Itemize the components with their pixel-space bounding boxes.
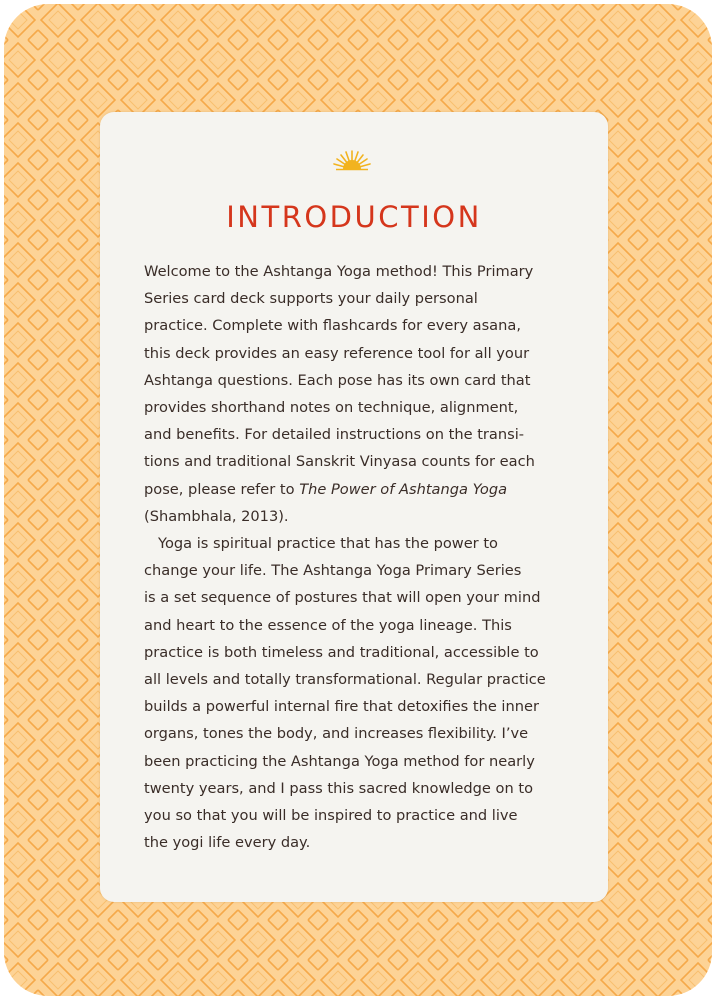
paragraph2-line: organs, tones the body, and increases flexibility. I’ve <box>144 725 529 743</box>
paragraph1-line: Welcome to the Ashtanga Yoga method! This Primary <box>144 263 534 280</box>
text-panel <box>100 112 608 902</box>
paragraph2-line: builds a powerful internal fire that detoxifies the inner <box>144 698 539 716</box>
paragraph1-line: Ashtanga questions. Each pose has its own card that <box>144 371 531 389</box>
paragraph1-line: practice. Complete with flashcards for every asana, <box>144 317 521 335</box>
paragraph2-line: and heart to the essence of the yoga lineage. This <box>144 616 512 634</box>
sun-rays-icon <box>332 148 372 172</box>
paragraph1-line: provides shorthand notes on technique, alignment, <box>144 399 519 417</box>
card <box>4 4 712 996</box>
paragraph1-line <box>144 476 574 503</box>
paragraph2-line: the yogi life every day. <box>144 834 311 852</box>
paragraph2-line: been practicing the Ashtanga Yoga method for nearly <box>144 752 535 770</box>
paragraph1-line: this deck provides an easy reference tool for all your <box>144 344 530 362</box>
page-title: INTRODUCTION <box>226 200 482 234</box>
paragraph2-line: you so that you will be inspired to practice and live <box>144 807 518 825</box>
paragraph1-line-prefix: pose, please refer to <box>144 480 300 498</box>
citation: (Shambhala, 2013). <box>144 507 289 525</box>
paragraph2-line: twenty years, and I pass this sacred knowledge on to <box>144 779 534 797</box>
paragraph1-line: Series card deck supports your daily personal <box>144 290 478 308</box>
paragraph2-line: all levels and totally transformational. Regular practice <box>144 671 546 689</box>
introduction-text <box>144 258 574 856</box>
paragraph1-line: and benefits. For detailed instructions on the transi- <box>144 426 525 444</box>
paragraph1-line: tions and traditional Sanskrit Vinyasa counts for each <box>144 453 535 471</box>
paragraph2-line: change your life. The Ashtanga Yoga Primary Series <box>144 562 522 580</box>
paragraph2-line: Yoga is spiritual practice that has the power to <box>158 535 498 553</box>
book-title: The Power of Ashtanga Yoga <box>299 480 508 498</box>
paragraph2-line: is a set sequence of postures that will open your mind <box>144 589 541 607</box>
paragraph2-line: practice is both timeless and traditional, accessible to <box>144 643 539 661</box>
